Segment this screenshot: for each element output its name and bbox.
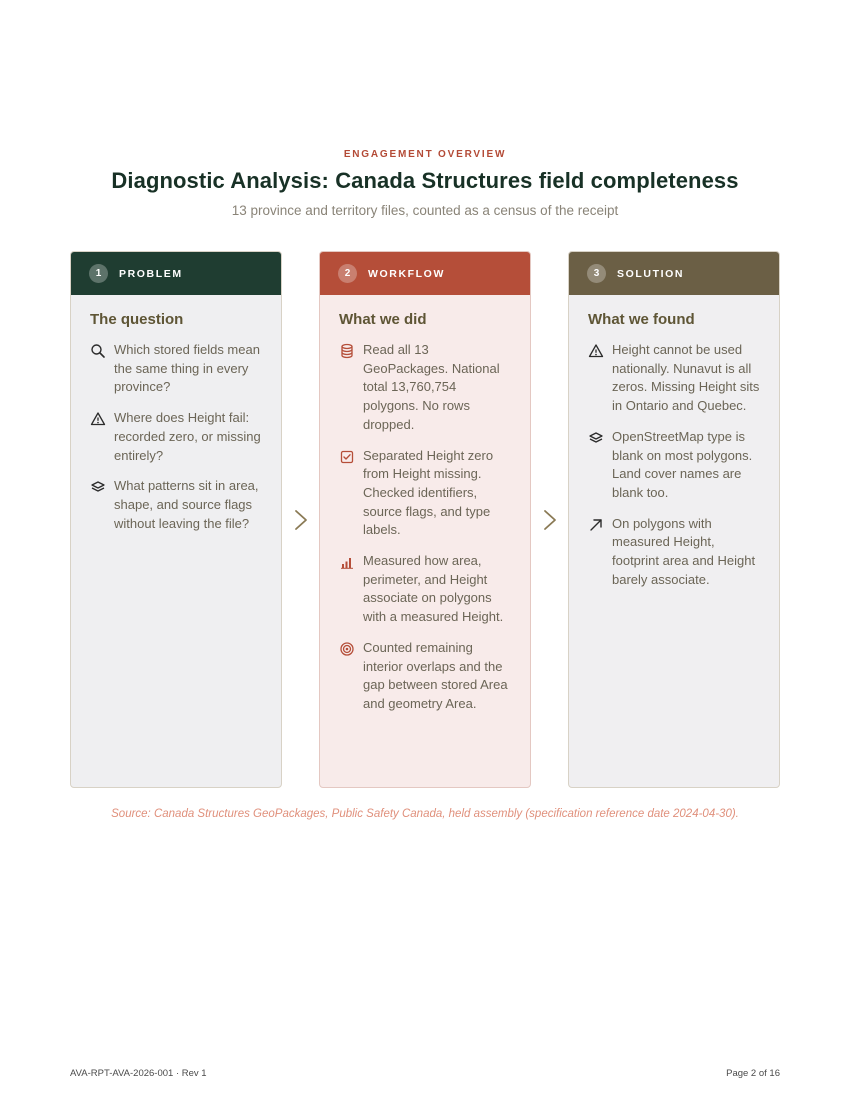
solution-card-header (569, 252, 779, 295)
card-label: SOLUTION (617, 267, 685, 280)
item-text: OpenStreetMap type is blank on most polygons. Land cover names are blank too. (612, 428, 753, 500)
document-id: AVA-RPT-AVA-2026-001 · Rev 1 (70, 1068, 207, 1079)
search-icon (90, 343, 106, 359)
card-label: PROBLEM (119, 267, 183, 280)
list-item (90, 477, 266, 533)
workflow-card (319, 251, 531, 788)
layers-icon (588, 430, 604, 446)
warning-icon (588, 343, 604, 359)
list-item (339, 447, 515, 541)
item-text: Separated Height zero from Height missing. Checked identifiers, source flags, and type labels. (363, 447, 494, 538)
list-item (339, 552, 515, 627)
item-text: Measured how area, perimeter, and Height associate on polygons with a measured Height. (363, 553, 504, 625)
card-label: WORKFLOW (368, 267, 445, 280)
card-heading: The question (90, 311, 184, 328)
item-text: Counted remaining interior overlaps and the gap between stored Area and geometry Area. (363, 639, 508, 711)
solution-card (568, 251, 780, 788)
item-text: Height cannot be used nationally. Nunavut is all zeros. Missing Height sits in Ontario and Quebec. (612, 342, 760, 414)
database-icon (339, 343, 355, 359)
eyebrow-label: ENGAGEMENT OVERVIEW (343, 149, 507, 160)
list-item (588, 341, 764, 416)
step-number: 2 (338, 264, 357, 283)
item-text: Which stored fields mean the same thing in every province? (114, 342, 260, 395)
target-icon (339, 641, 355, 657)
workflow-card-header (320, 252, 530, 295)
item-text: Read all 13 GeoPackages. National total 13,760,754 polygons. No rows dropped. (363, 342, 500, 432)
arrow-up-right-icon (588, 517, 604, 533)
list-item (588, 428, 764, 503)
problem-card-header (71, 252, 281, 295)
list-item (90, 341, 266, 397)
bar-chart-icon (339, 554, 355, 570)
item-text: What patterns sit in area, shape, and source flags without leaving the file? (114, 478, 259, 531)
list-item (588, 515, 764, 590)
checkbox-icon (339, 449, 355, 465)
card-heading: What we found (588, 311, 695, 328)
chevron-right-icon (543, 509, 557, 531)
card-heading: What we did (339, 311, 427, 328)
layers-icon (90, 479, 106, 495)
list-item (339, 341, 515, 435)
warning-icon (90, 411, 106, 427)
chevron-right-icon (294, 509, 308, 531)
step-number: 1 (89, 264, 108, 283)
source-note: Source: Canada Structures GeoPackages, Public Safety Canada, held assembly (specification reference date 2024-04-30). (111, 808, 739, 820)
problem-card (70, 251, 282, 788)
list-item (90, 409, 266, 465)
list-item (339, 639, 515, 714)
page-subtitle: 13 province and territory files, counted as a census of the receipt (231, 203, 619, 218)
item-text: Where does Height fail: recorded zero, or missing entirely? (114, 410, 261, 463)
page-number: Page 2 of 16 (726, 1068, 780, 1079)
item-text: On polygons with measured Height, footprint area and Height barely associate. (612, 515, 756, 587)
page-title: Diagnostic Analysis: Canada Structures field completeness (111, 168, 739, 193)
step-number: 3 (587, 264, 606, 283)
